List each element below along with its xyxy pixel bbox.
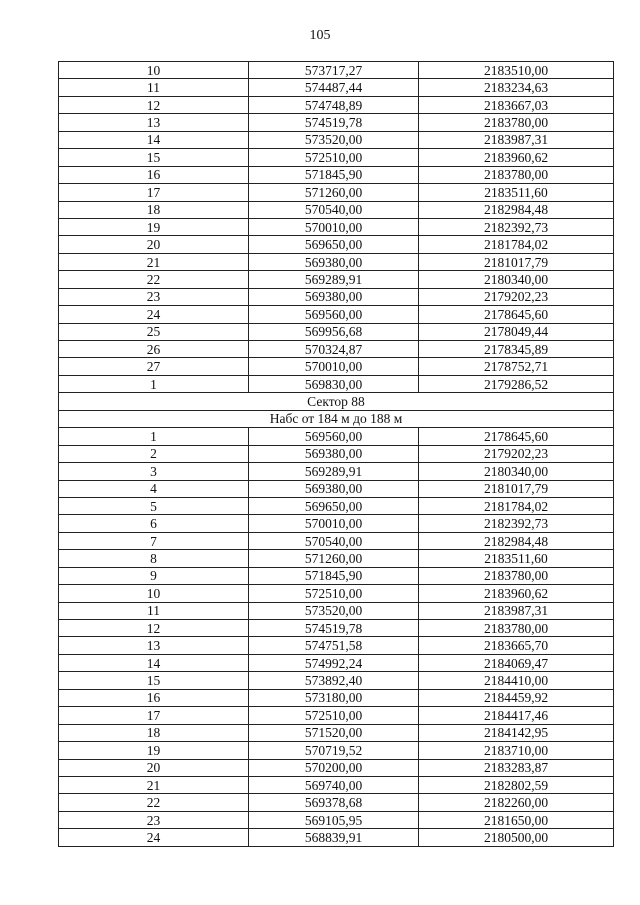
x-coordinate-cell: 570540,00 (249, 201, 419, 218)
y-coordinate-cell: 2179202,23 (419, 445, 614, 462)
point-number-cell: 10 (59, 585, 249, 602)
point-number-cell: 20 (59, 236, 249, 253)
page-number: 105 (309, 28, 331, 43)
point-number-cell: 1 (59, 428, 249, 445)
table-row (59, 742, 614, 759)
y-coordinate-cell: 2183710,00 (419, 742, 614, 759)
point-number-cell: 18 (59, 201, 249, 218)
point-number-cell: 9 (59, 567, 249, 584)
table-row (59, 585, 614, 602)
table-row (59, 62, 614, 79)
y-coordinate-cell: 2182802,59 (419, 776, 614, 793)
point-number-cell: 21 (59, 253, 249, 270)
sector-title: Сектор 88 (59, 393, 614, 410)
table-row (59, 480, 614, 497)
table-row (59, 654, 614, 671)
y-coordinate-cell: 2184069,47 (419, 654, 614, 671)
y-coordinate-cell: 2182392,73 (419, 515, 614, 532)
y-coordinate-cell: 2181784,02 (419, 236, 614, 253)
sector-height-row (59, 410, 614, 427)
x-coordinate-cell: 571845,90 (249, 567, 419, 584)
x-coordinate-cell: 569289,91 (249, 463, 419, 480)
y-coordinate-cell: 2183283,87 (419, 759, 614, 776)
point-number-cell: 12 (59, 96, 249, 113)
table-row (59, 253, 614, 270)
y-coordinate-cell: 2182984,48 (419, 201, 614, 218)
y-coordinate-cell: 2183510,00 (419, 62, 614, 79)
point-number-cell: 8 (59, 550, 249, 567)
y-coordinate-cell: 2183511,60 (419, 184, 614, 201)
y-coordinate-cell: 2182260,00 (419, 794, 614, 811)
y-coordinate-cell: 2181784,02 (419, 497, 614, 514)
y-coordinate-cell: 2183987,31 (419, 602, 614, 619)
x-coordinate-cell: 569380,00 (249, 480, 419, 497)
y-coordinate-cell: 2183987,31 (419, 131, 614, 148)
table-row (59, 166, 614, 183)
x-coordinate-cell: 571260,00 (249, 550, 419, 567)
x-coordinate-cell: 570719,52 (249, 742, 419, 759)
y-coordinate-cell: 2180340,00 (419, 271, 614, 288)
table-row (59, 637, 614, 654)
point-number-cell: 12 (59, 620, 249, 637)
x-coordinate-cell: 569650,00 (249, 497, 419, 514)
point-number-cell: 23 (59, 288, 249, 305)
y-coordinate-cell: 2179286,52 (419, 375, 614, 392)
point-number-cell: 7 (59, 532, 249, 549)
x-coordinate-cell: 569650,00 (249, 236, 419, 253)
point-number-cell: 22 (59, 271, 249, 288)
y-coordinate-cell: 2184142,95 (419, 724, 614, 741)
point-number-cell: 14 (59, 131, 249, 148)
point-number-cell: 18 (59, 724, 249, 741)
table-row (59, 532, 614, 549)
point-number-cell: 10 (59, 62, 249, 79)
table-row (59, 288, 614, 305)
y-coordinate-cell: 2181017,79 (419, 480, 614, 497)
x-coordinate-cell: 570010,00 (249, 218, 419, 235)
x-coordinate-cell: 574992,24 (249, 654, 419, 671)
table-row (59, 306, 614, 323)
x-coordinate-cell: 570010,00 (249, 515, 419, 532)
y-coordinate-cell: 2180500,00 (419, 829, 614, 846)
y-coordinate-cell: 2182984,48 (419, 532, 614, 549)
y-coordinate-cell: 2183960,62 (419, 149, 614, 166)
sector-title-row (59, 393, 614, 410)
x-coordinate-cell: 573892,40 (249, 672, 419, 689)
x-coordinate-cell: 573520,00 (249, 602, 419, 619)
sector-height-range: Набс от 184 м до 188 м (59, 410, 614, 427)
point-number-cell: 25 (59, 323, 249, 340)
point-number-cell: 26 (59, 341, 249, 358)
point-number-cell: 13 (59, 114, 249, 131)
x-coordinate-cell: 574519,78 (249, 620, 419, 637)
point-number-cell: 19 (59, 218, 249, 235)
point-number-cell: 4 (59, 480, 249, 497)
table-row (59, 672, 614, 689)
point-number-cell: 3 (59, 463, 249, 480)
x-coordinate-cell: 569830,00 (249, 375, 419, 392)
table-row (59, 236, 614, 253)
y-coordinate-cell: 2182392,73 (419, 218, 614, 235)
table-row (59, 689, 614, 706)
table-row (59, 445, 614, 462)
y-coordinate-cell: 2183960,62 (419, 585, 614, 602)
y-coordinate-cell: 2178645,60 (419, 306, 614, 323)
x-coordinate-cell: 572510,00 (249, 707, 419, 724)
x-coordinate-cell: 568839,91 (249, 829, 419, 846)
point-number-cell: 2 (59, 445, 249, 462)
x-coordinate-cell: 569956,68 (249, 323, 419, 340)
table-row (59, 776, 614, 793)
y-coordinate-cell: 2178752,71 (419, 358, 614, 375)
y-coordinate-cell: 2181650,00 (419, 811, 614, 828)
x-coordinate-cell: 569105,95 (249, 811, 419, 828)
point-number-cell: 21 (59, 776, 249, 793)
x-coordinate-cell: 569740,00 (249, 776, 419, 793)
y-coordinate-cell: 2183780,00 (419, 567, 614, 584)
table-row (59, 620, 614, 637)
x-coordinate-cell: 569560,00 (249, 306, 419, 323)
x-coordinate-cell: 572510,00 (249, 585, 419, 602)
x-coordinate-cell: 570200,00 (249, 759, 419, 776)
table-row (59, 131, 614, 148)
x-coordinate-cell: 571260,00 (249, 184, 419, 201)
point-number-cell: 16 (59, 689, 249, 706)
point-number-cell: 24 (59, 829, 249, 846)
table-row (59, 201, 614, 218)
x-coordinate-cell: 573717,27 (249, 62, 419, 79)
y-coordinate-cell: 2180340,00 (419, 463, 614, 480)
x-coordinate-cell: 569380,00 (249, 445, 419, 462)
x-coordinate-cell: 574487,44 (249, 79, 419, 96)
point-number-cell: 5 (59, 497, 249, 514)
y-coordinate-cell: 2184417,46 (419, 707, 614, 724)
table-row (59, 149, 614, 166)
y-coordinate-cell: 2178049,44 (419, 323, 614, 340)
table-row (59, 428, 614, 445)
x-coordinate-cell: 573180,00 (249, 689, 419, 706)
x-coordinate-cell: 570010,00 (249, 358, 419, 375)
y-coordinate-cell: 2181017,79 (419, 253, 614, 270)
point-number-cell: 11 (59, 79, 249, 96)
table-row (59, 271, 614, 288)
coordinates-table (58, 61, 614, 847)
x-coordinate-cell: 574748,89 (249, 96, 419, 113)
point-number-cell: 16 (59, 166, 249, 183)
x-coordinate-cell: 570324,87 (249, 341, 419, 358)
table-row (59, 811, 614, 828)
table-row (59, 375, 614, 392)
table-row (59, 515, 614, 532)
y-coordinate-cell: 2183667,03 (419, 96, 614, 113)
table-row (59, 550, 614, 567)
point-number-cell: 20 (59, 759, 249, 776)
y-coordinate-cell: 2184410,00 (419, 672, 614, 689)
table-row (59, 218, 614, 235)
table-row (59, 794, 614, 811)
point-number-cell: 15 (59, 149, 249, 166)
x-coordinate-cell: 571845,90 (249, 166, 419, 183)
x-coordinate-cell: 573520,00 (249, 131, 419, 148)
point-number-cell: 1 (59, 375, 249, 392)
y-coordinate-cell: 2178645,60 (419, 428, 614, 445)
point-number-cell: 23 (59, 811, 249, 828)
y-coordinate-cell: 2183511,60 (419, 550, 614, 567)
table-row (59, 184, 614, 201)
x-coordinate-cell: 572510,00 (249, 149, 419, 166)
y-coordinate-cell: 2179202,23 (419, 288, 614, 305)
y-coordinate-cell: 2178345,89 (419, 341, 614, 358)
point-number-cell: 14 (59, 654, 249, 671)
point-number-cell: 27 (59, 358, 249, 375)
x-coordinate-cell: 570540,00 (249, 532, 419, 549)
table-row (59, 341, 614, 358)
y-coordinate-cell: 2183780,00 (419, 620, 614, 637)
table-row (59, 114, 614, 131)
x-coordinate-cell: 569380,00 (249, 288, 419, 305)
x-coordinate-cell: 569289,91 (249, 271, 419, 288)
point-number-cell: 11 (59, 602, 249, 619)
coordinates-table-bottom-rows (59, 428, 614, 847)
point-number-cell: 24 (59, 306, 249, 323)
coordinates-table-top-rows (59, 62, 614, 393)
table-row (59, 602, 614, 619)
point-number-cell: 15 (59, 672, 249, 689)
x-coordinate-cell: 569378,68 (249, 794, 419, 811)
table-row (59, 358, 614, 375)
point-number-cell: 13 (59, 637, 249, 654)
point-number-cell: 17 (59, 707, 249, 724)
sector-header (59, 393, 614, 428)
table-row (59, 96, 614, 113)
y-coordinate-cell: 2184459,92 (419, 689, 614, 706)
x-coordinate-cell: 569380,00 (249, 253, 419, 270)
point-number-cell: 6 (59, 515, 249, 532)
table-row (59, 79, 614, 96)
table-row (59, 707, 614, 724)
y-coordinate-cell: 2183780,00 (419, 166, 614, 183)
x-coordinate-cell: 574751,58 (249, 637, 419, 654)
x-coordinate-cell: 569560,00 (249, 428, 419, 445)
table-row (59, 463, 614, 480)
table-row (59, 724, 614, 741)
y-coordinate-cell: 2183234,63 (419, 79, 614, 96)
table-row (59, 323, 614, 340)
point-number-cell: 17 (59, 184, 249, 201)
x-coordinate-cell: 574519,78 (249, 114, 419, 131)
x-coordinate-cell: 571520,00 (249, 724, 419, 741)
table-row (59, 829, 614, 846)
table-row (59, 759, 614, 776)
table-row (59, 567, 614, 584)
point-number-cell: 22 (59, 794, 249, 811)
y-coordinate-cell: 2183780,00 (419, 114, 614, 131)
point-number-cell: 19 (59, 742, 249, 759)
table-row (59, 497, 614, 514)
y-coordinate-cell: 2183665,70 (419, 637, 614, 654)
